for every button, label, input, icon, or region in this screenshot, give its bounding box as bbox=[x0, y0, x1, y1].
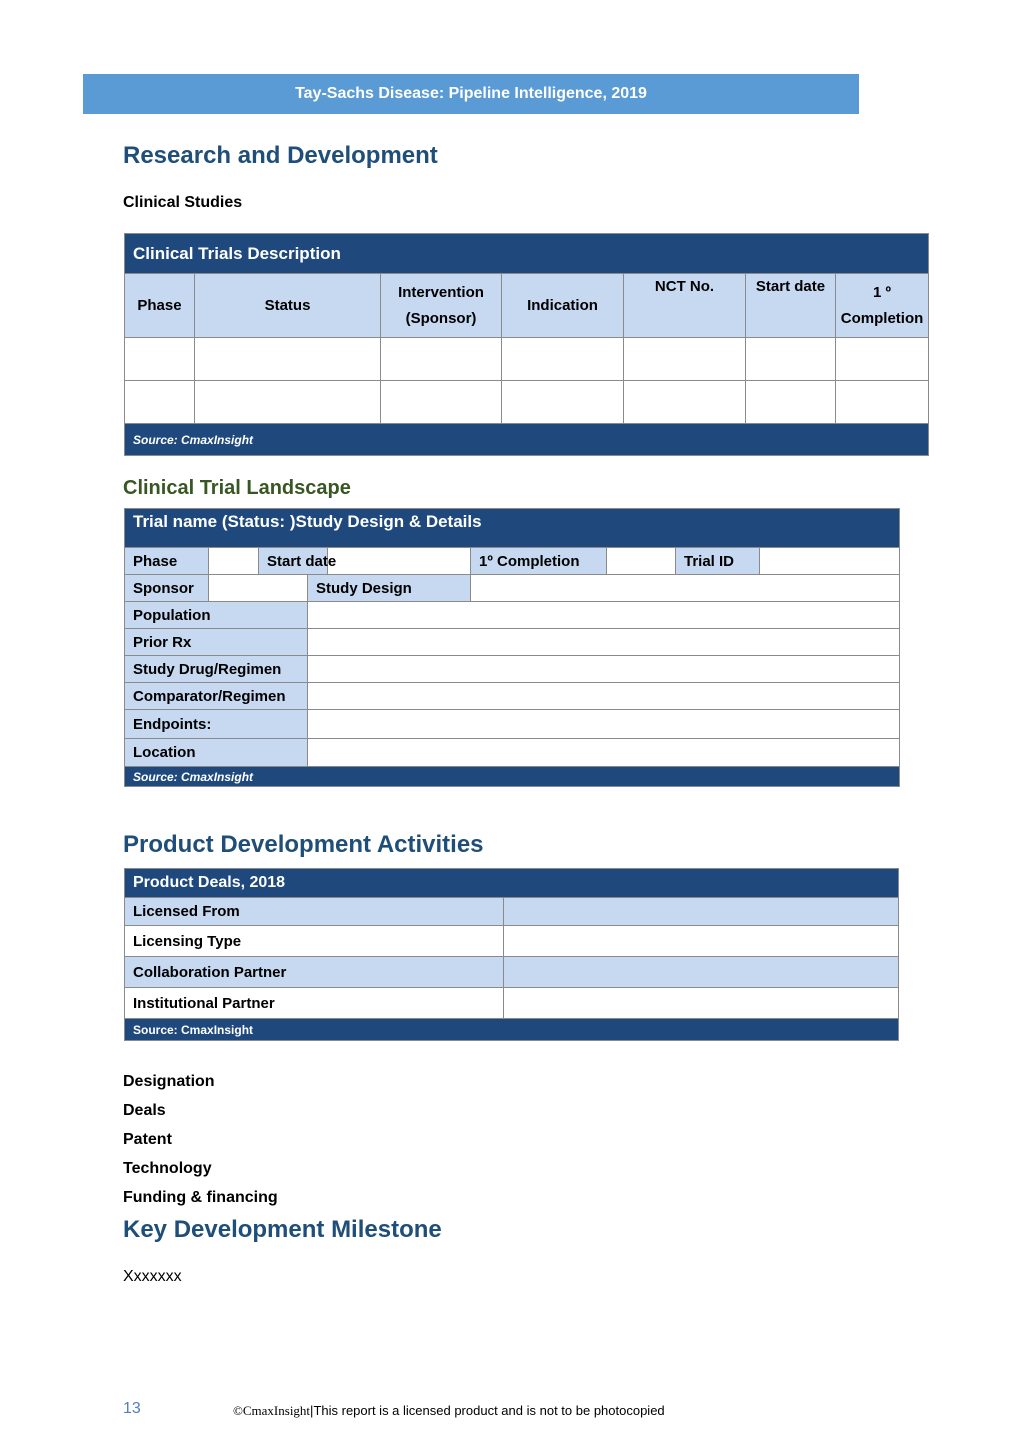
label-study-drug: Study Drug/Regimen bbox=[125, 656, 308, 683]
table-cell bbox=[746, 381, 836, 424]
value-institutional-partner bbox=[504, 988, 899, 1019]
footer-text: This report is a licensed product and is not to be photocopied bbox=[313, 1403, 665, 1418]
label-start-date: Start date bbox=[259, 548, 328, 575]
label-trial-id: Trial ID bbox=[676, 548, 760, 575]
label-institutional-partner: Institutional Partner bbox=[125, 988, 504, 1019]
label-licensing-type: Licensing Type bbox=[125, 926, 504, 957]
header-nct: NCT No. bbox=[624, 274, 746, 338]
report-banner bbox=[83, 74, 859, 114]
header-completion: 1 º Completion bbox=[836, 274, 929, 338]
table-source: Source: CmaxInsight bbox=[125, 424, 929, 456]
header-intervention: Intervention (Sponsor) bbox=[381, 274, 502, 338]
section-title-milestone: Key Development Milestone bbox=[123, 1216, 442, 1243]
table-title: Clinical Trials Description bbox=[125, 234, 929, 274]
value-location bbox=[308, 739, 900, 767]
value-licensed-from bbox=[504, 898, 899, 926]
value-licensing-type bbox=[504, 926, 899, 957]
header-indication: Indication bbox=[502, 274, 624, 338]
table-cell bbox=[836, 338, 929, 381]
table-cell bbox=[624, 381, 746, 424]
value-study-design bbox=[471, 575, 900, 602]
table-row bbox=[125, 381, 929, 424]
topic-technology: Technology bbox=[123, 1160, 212, 1177]
label-licensed-from: Licensed From bbox=[125, 898, 504, 926]
label-collaboration-partner: Collaboration Partner bbox=[125, 957, 504, 988]
table-cell bbox=[381, 381, 502, 424]
landscape-source: Source: CmaxInsight bbox=[125, 767, 900, 787]
value-start-date bbox=[328, 548, 471, 575]
milestone-body: Xxxxxxx bbox=[123, 1268, 182, 1285]
page-number: 13 bbox=[123, 1400, 141, 1417]
header-start-date: Start date bbox=[746, 274, 836, 338]
value-sponsor bbox=[209, 575, 308, 602]
label-endpoints: Endpoints: bbox=[125, 710, 308, 739]
section-title-rnd: Research and Development bbox=[123, 142, 438, 169]
topic-deals: Deals bbox=[123, 1102, 166, 1119]
table-cell bbox=[195, 338, 381, 381]
value-study-drug bbox=[308, 656, 900, 683]
header-phase: Phase bbox=[125, 274, 195, 338]
table-cell bbox=[381, 338, 502, 381]
landscape-table-title: Trial name (Status: )Study Design & Details bbox=[125, 509, 900, 548]
clinical-trials-table bbox=[124, 233, 929, 456]
table-cell bbox=[836, 381, 929, 424]
label-location: Location bbox=[125, 739, 308, 767]
label-phase: Phase bbox=[125, 548, 209, 575]
table-cell bbox=[125, 381, 195, 424]
product-deals-table bbox=[124, 868, 899, 1041]
footer-separator: | bbox=[310, 1403, 314, 1418]
value-population bbox=[308, 602, 900, 629]
value-completion bbox=[607, 548, 676, 575]
table-cell bbox=[195, 381, 381, 424]
table-cell bbox=[624, 338, 746, 381]
value-trial-id bbox=[760, 548, 900, 575]
topic-designation: Designation bbox=[123, 1073, 215, 1090]
table-cell bbox=[502, 338, 624, 381]
label-study-design: Study Design bbox=[308, 575, 471, 602]
banner-title: Tay-Sachs Disease: Pipeline Intelligence, 2019 bbox=[295, 85, 647, 102]
section-title-pda: Product Development Activities bbox=[123, 831, 484, 858]
label-population: Population bbox=[125, 602, 308, 629]
label-comparator: Comparator/Regimen bbox=[125, 683, 308, 710]
label-completion: 1º Completion bbox=[471, 548, 607, 575]
label-prior-rx: Prior Rx bbox=[125, 629, 308, 656]
subtitle-clinical-studies: Clinical Studies bbox=[123, 194, 243, 211]
table-cell bbox=[746, 338, 836, 381]
section-title-landscape: Clinical Trial Landscape bbox=[123, 477, 351, 499]
value-comparator bbox=[308, 683, 900, 710]
footer-brand: ©CmaxInsight bbox=[233, 1403, 311, 1418]
topic-patent: Patent bbox=[123, 1131, 172, 1148]
table-row bbox=[125, 338, 929, 381]
deals-table-title: Product Deals, 2018 bbox=[125, 869, 899, 898]
value-endpoints bbox=[308, 710, 900, 739]
topic-list bbox=[123, 1067, 278, 1212]
table-cell bbox=[502, 381, 624, 424]
trial-landscape-table bbox=[124, 508, 900, 787]
header-status: Status bbox=[195, 274, 381, 338]
topic-funding: Funding & financing bbox=[123, 1189, 278, 1206]
label-sponsor: Sponsor bbox=[125, 575, 209, 602]
value-phase bbox=[209, 548, 259, 575]
value-collaboration-partner bbox=[504, 957, 899, 988]
value-prior-rx bbox=[308, 629, 900, 656]
deals-source: Source: CmaxInsight bbox=[125, 1019, 899, 1041]
table-cell bbox=[125, 338, 195, 381]
footer-notice bbox=[233, 1403, 665, 1419]
